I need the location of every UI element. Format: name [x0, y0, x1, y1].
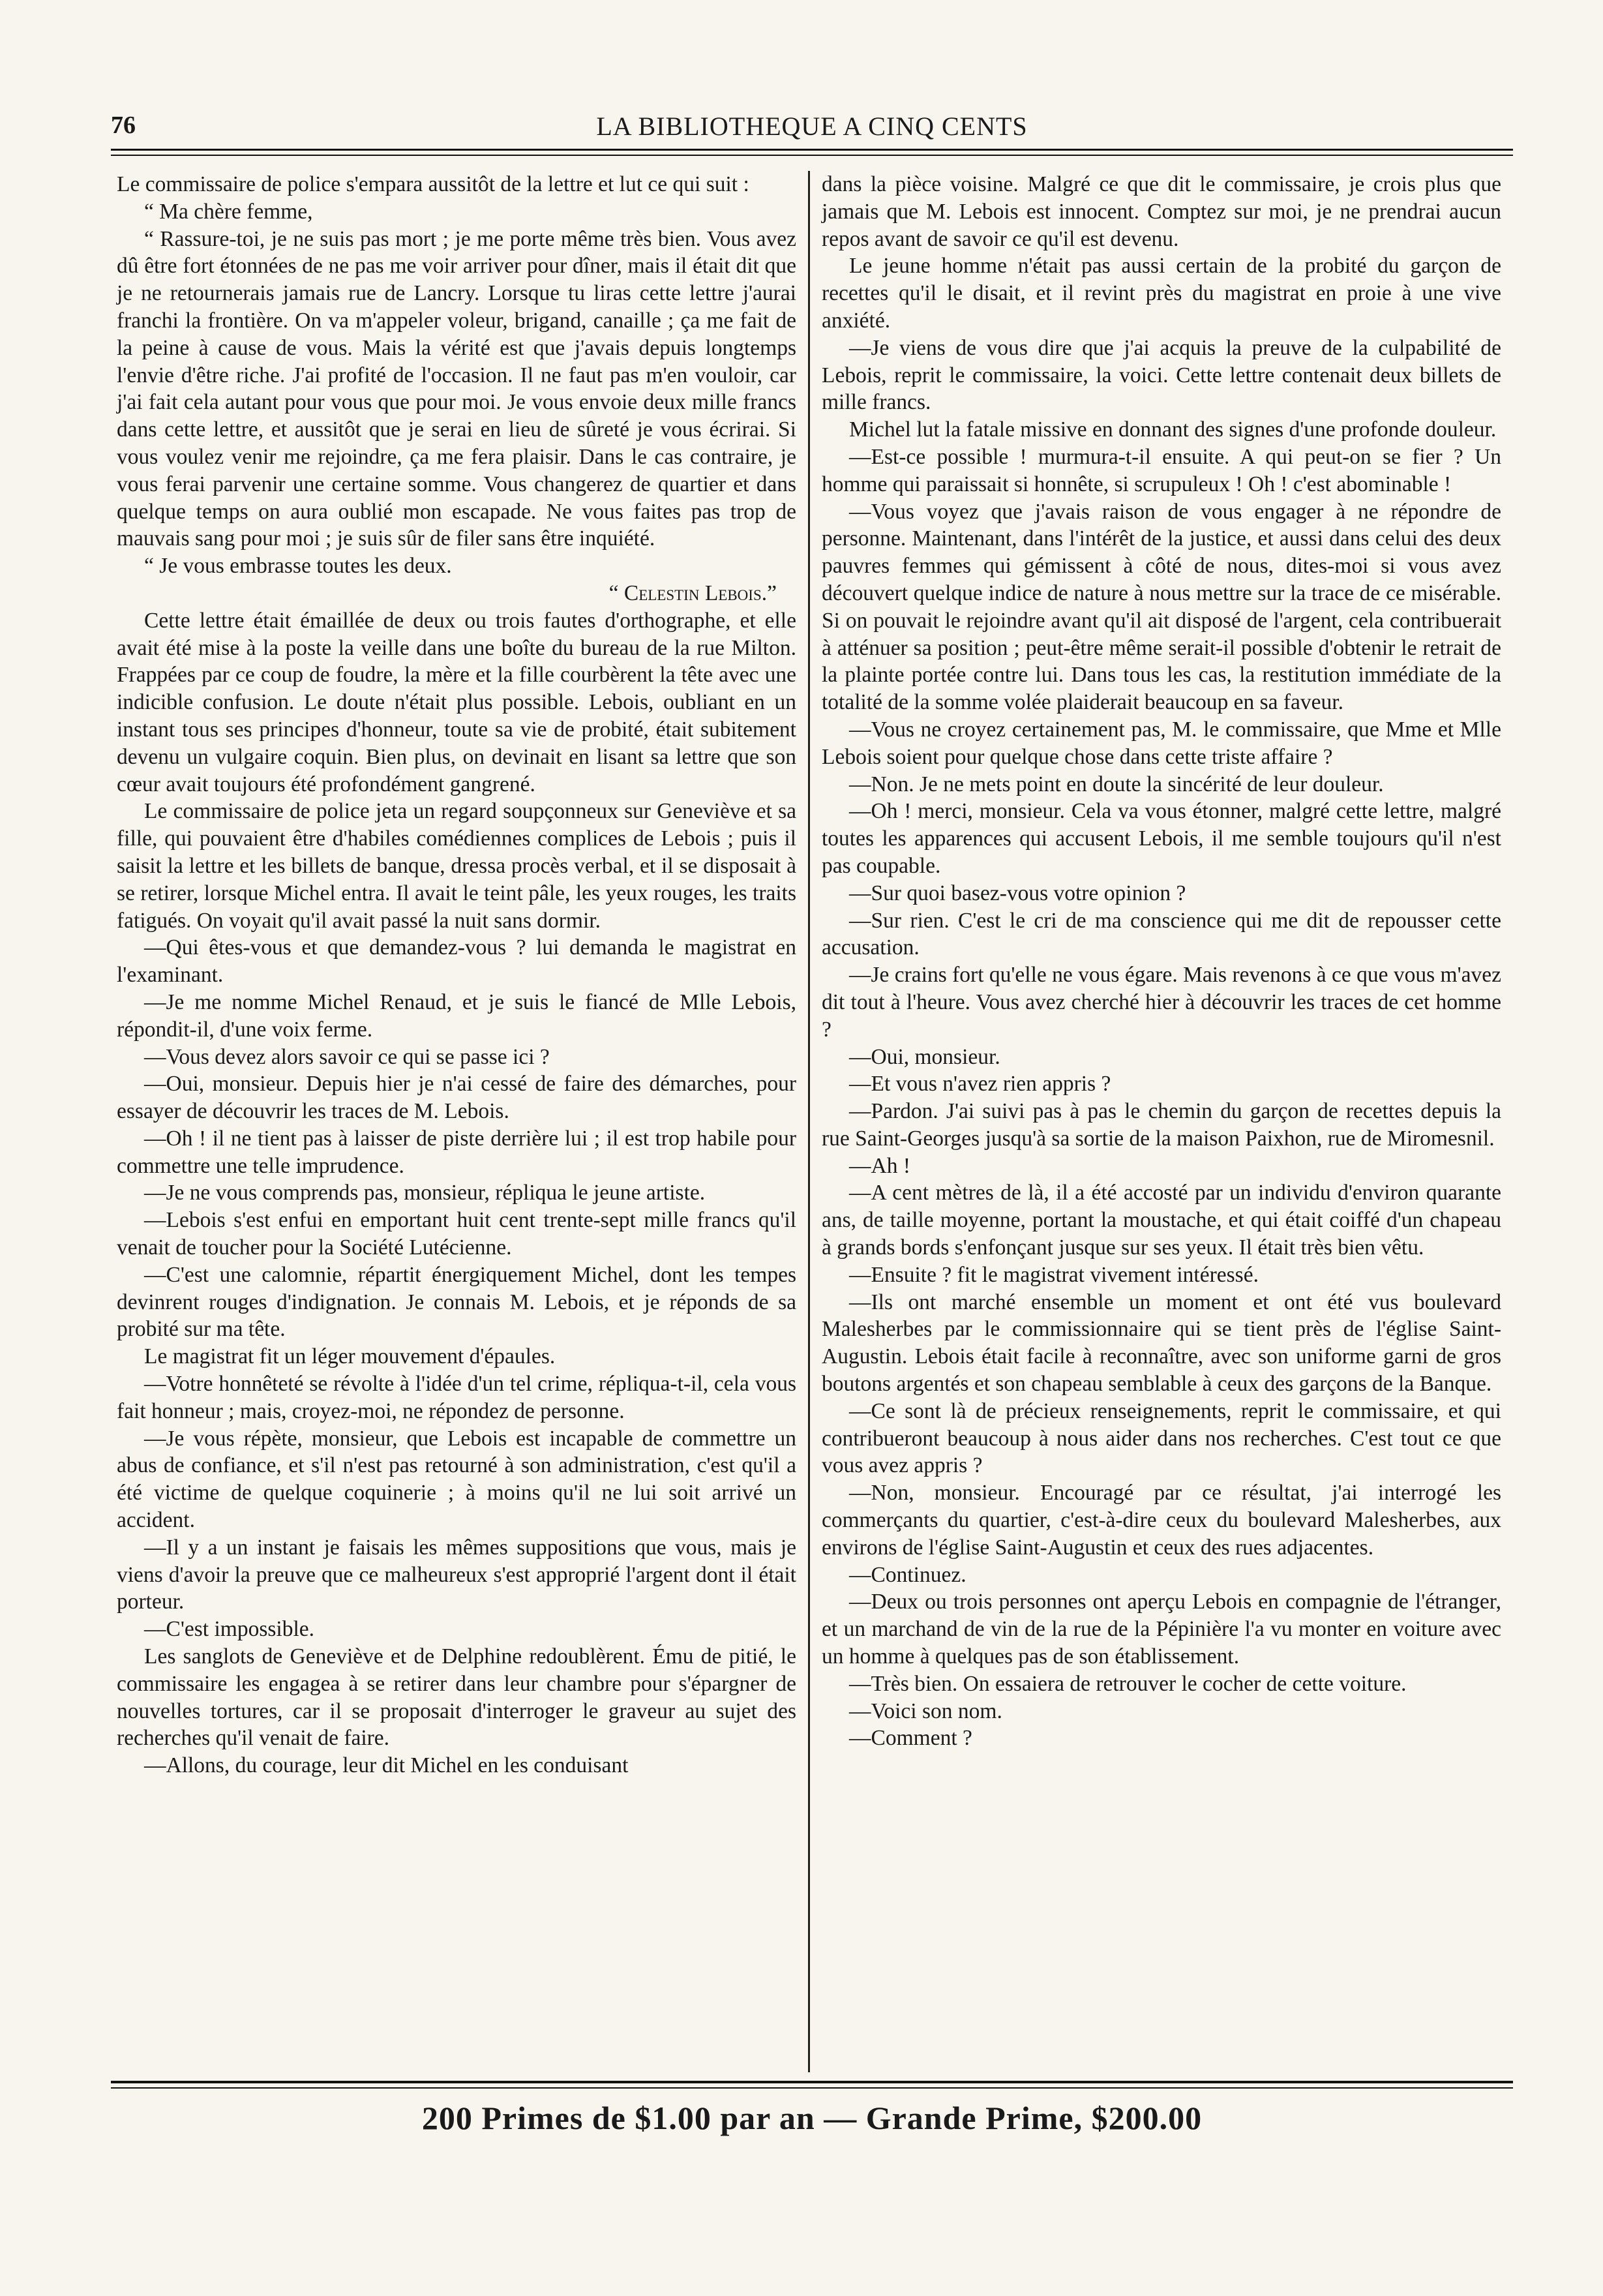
paragraph: —Vous ne croyez certainement pas, M. le commissaire, que Mme et Mlle Lebois soient pour quelque chose dans cette triste affaire ? [822, 717, 1501, 769]
paragraph: Michel lut la fatale missive en donnant des signes d'une profonde douleur. [849, 417, 1497, 442]
paragraph: —Oui, monsieur. Depuis hier je n'ai cessé de faire des démarches, pour essayer de découvrir les traces de M. Lebois. [117, 1072, 796, 1124]
paragraph: “ Je vous embrasse toutes les deux. [144, 554, 452, 579]
paragraph: —C'est impossible. [144, 1617, 315, 1642]
paragraph: —Et vous n'avez rien appris ? [849, 1072, 1111, 1096]
paragraph: —Ils ont marché ensemble un moment et ont été vus boulevard Malesherbes par le commissionnaire qui se tient près de l'église Saint-Augustin. Lebois était facile à reconnaître, avec son uniforme garni de gros boutons argentés et son chapeau semblable à ceux des garçons de la Banque. [822, 1290, 1501, 1397]
paragraph: —Lebois s'est enfui en emportant huit cent trente-sept mille francs qu'il venait de toucher pour la Société Lutécienne. [117, 1208, 796, 1260]
paragraph: —Non, monsieur. Encouragé par ce résultat, j'ai interrogé les commerçants du quartier, c'est-à-dire ceux du boulevard Malesherbes, aux environs de l'église Saint-Augustin et ceux des rues adjacentes. [822, 1481, 1501, 1560]
letter-signature: “ Celestin Lebois.” [608, 581, 777, 605]
paragraph: —Ensuite ? fit le magistrat vivement intéressé. [849, 1262, 1259, 1287]
paragraph: Le magistrat fit un léger mouvement d'épaules. [144, 1344, 556, 1369]
paragraph: Le commissaire de police s'empara aussitôt de la lettre et lut ce qui suit : [117, 172, 749, 196]
paragraph: —Ce sont là de précieux renseignements, reprit le commissaire, et qui contribueront beaucoup à nous aider dans nos recherches. C'est tout ce que vous avez appris ? [822, 1398, 1501, 1478]
paragraph: —Vous voyez que j'avais raison de vous engager à ne répondre de personne. Maintenant, dans l'intérêt de la justice, et aussi dans celui des deux pauvres femmes qui gémissent à côté de nous, dites-moi si vous avez découvert quelque indice de nature à nous mettre sur la trace de ce misérable. Si on pouvait le rejoindre avant qu'il ait disposé de l'argent, cela contribuerait à atténuer sa position ; peut-être même serait-il possible d'obtenir le retrait de la plainte portée contre lui. Dans tous les cas, la restitution immédiate de la totalité de la somme volée plaiderait beaucoup en sa faveur. [822, 499, 1501, 715]
paragraph: —Comment ? [849, 1726, 972, 1751]
left-column [108, 171, 805, 2072]
paragraph: —Je vous répète, monsieur, que Lebois est incapable de commettre un abus de confiance, et s'il n'est pas retourné à son administration, c'est qu'il a été victime de quelque coquinerie ; à moins qu'il ne lui soit arrivé un accident. [117, 1426, 796, 1533]
paragraph: —Je me nomme Michel Renaud, et je suis le fiancé de Mlle Lebois, répondit-il, d'une voix ferme. [117, 989, 796, 1042]
paragraph: —Continuez. [849, 1562, 966, 1587]
text-columns [108, 171, 1516, 2072]
paragraph: —Pardon. J'ai suivi pas à pas le chemin du garçon de recettes depuis la rue Saint-Georges jusqu'à sa sortie de la maison Paixhon, rue de Miromesnil. [822, 1099, 1501, 1151]
header-rule [111, 149, 1513, 156]
paragraph: —A cent mètres de là, il a été accosté par un individu d'environ quarante ans, de taille moyenne, portant la moustache, et qui était coiffé d'un chapeau à grands bords s'enfonçant jusque sur ses yeux. Il était très bien vêtu. [822, 1181, 1501, 1260]
paragraph: —Je crains fort qu'elle ne vous égare. Mais revenons à ce que vous m'avez dit tout à l'heure. Vous avez cherché hier à découvrir les traces de cet homme ? [822, 963, 1501, 1042]
paragraph: “ Ma chère femme, [144, 199, 313, 224]
paragraph: Cette lettre était émaillée de deux ou trois fautes d'orthographe, et elle avait été mise à la poste la veille dans une boîte du bureau de la rue Milton. Frappées par ce coup de foudre, la mère et la fille courbèrent la tête avec une indicible confusion. Le doute n'était plus possible. Lebois, oubliant en un instant tous ses principes d'honneur, toute sa vie de probité, était subitement devenu un vulgaire coquin. Bien plus, on devinait en lisant sa lettre que son cœur avait toujours été profondément gangrené. [117, 608, 796, 796]
right-column [813, 171, 1510, 2072]
paragraph: —Oh ! il ne tient pas à laisser de piste derrière lui ; il est trop habile pour commettre une telle imprudence. [117, 1126, 796, 1178]
paragraph: —Qui êtes-vous et que demandez-vous ? lui demanda le magistrat en l'examinant. [117, 935, 796, 988]
paragraph: —Vous devez alors savoir ce qui se passe ici ? [144, 1044, 550, 1069]
paragraph: —Voici son nom. [849, 1699, 1002, 1723]
paragraph: —Deux ou trois personnes ont aperçu Lebois en compagnie de l'étranger, et un marchand de vin de la rue de la Pépinière l'a vu monter en voiture avec un homme à quelques pas de son établissement. [822, 1590, 1501, 1669]
paragraph: Le commissaire de police jeta un regard soupçonneux sur Geneviève et sa fille, qui pouvaient être d'habiles comédiennes complices de Lebois ; puis il saisit la lettre et les billets de banque, dressa procès verbal, et il se disposait à se retirer, lorsque Michel entra. Il avait le teint pâle, les yeux rouges, les traits fatigués. On voyait qu'il avait passé la nuit sans dormir. [117, 799, 796, 933]
paragraph: —Très bien. On essaiera de retrouver le cocher de cette voiture. [849, 1671, 1407, 1696]
paragraph: —Oui, monsieur. [849, 1044, 1000, 1069]
running-title: LA BIBLIOTHEQUE A CINQ CENTS [596, 112, 1028, 141]
footer-rule [111, 2081, 1513, 2089]
footer-advertisement: 200 Primes de $1.00 par an — Grande Prime, $200.00 [421, 2100, 1203, 2136]
paragraph: “ Rassure-toi, je ne suis pas mort ; je me porte même très bien. Vous avez dû être fort étonnées de ne pas me voir arriver pour dîner, mais il était dit que je ne retournerais jamais rue de Lancry. Lorsque tu liras cette lettre j'aurai franchi la frontière. On va m'appeler voleur, brigand, canaille ; ça me fait de la peine à cause de vous. Mais la vérité est que j'avais depuis longtemps l'envie d'être riche. J'ai profité de l'occasion. Il ne faut pas m'en vouloir, car j'ai fait cela autant pour vous que pour moi. Je vous envoie deux mille francs dans cette lettre, et aussitôt que je serai en lieu de sûreté je vous écrirai. Si vous voulez venir me rejoindre, ça me fera plaisir. Dans le cas contraire, je vous ferai parvenir une certaine somme. Vous changerez de quartier et dans quelque temps on aura oublié mon escapade. Ne vous faites pas trop de mauvais sang pour moi ; je suis sûr de filer sans être inquiété. [117, 226, 796, 551]
paragraph: —Sur quoi basez-vous votre opinion ? [849, 881, 1186, 905]
paragraph: —Ah ! [849, 1153, 910, 1178]
paragraph: —Je ne vous comprends pas, monsieur, répliqua le jeune artiste. [144, 1181, 706, 1205]
paragraph: —Je viens de vous dire que j'ai acquis la preuve de la culpabilité de Lebois, reprit le commissaire, la voici. Cette lettre contenait deux billets de mille francs. [822, 335, 1501, 415]
page-header [111, 111, 1513, 150]
column-divider [808, 171, 810, 2072]
paragraph: —Est-ce possible ! murmura-t-il ensuite. A qui peut-on se fier ? Un homme qui paraissait si honnête, si scrupuleux ! Oh ! c'est abominable ! [822, 444, 1501, 496]
paragraph: —Il y a un instant je faisais les mêmes suppositions que vous, mais je viens d'avoir la preuve que ce malheureux s'est approprié l'argent dont il était porteur. [117, 1535, 796, 1614]
paragraph: —Non. Je ne mets point en doute la sincérité de leur douleur. [849, 772, 1384, 796]
paragraph: —Allons, du courage, leur dit Michel en les conduisant [144, 1753, 629, 1778]
paragraph: Les sanglots de Geneviève et de Delphine redoublèrent. Ému de pitié, le commissaire les engagea à se retirer dans leur chambre pour s'épargner de nouvelles tortures, car il se proposait d'interroger le graveur au sujet des recherches qu'il venait de faire. [117, 1644, 796, 1751]
page-number: 76 [111, 112, 136, 139]
paragraph: —Sur rien. C'est le cri de ma conscience qui me dit de repousser cette accusation. [822, 908, 1501, 960]
paragraph: dans la pièce voisine. Malgré ce que dit le commissaire, je crois plus que jamais que M. Lebois est innocent. Comptez sur moi, je ne prendrai aucun repos avant de savoir ce qu'il est devenu. [822, 172, 1501, 251]
paragraph: —C'est une calomnie, répartit énergiquement Michel, dont les tempes devinrent rouges d'indignation. Je connais M. Lebois, et je réponds de sa probité sur ma tête. [117, 1262, 796, 1342]
paragraph: —Oh ! merci, monsieur. Cela va vous étonner, malgré cette lettre, malgré toutes les apparences qui accusent Lebois, il me semble toujours qu'il n'est pas coupable. [822, 799, 1501, 878]
paragraph: Le jeune homme n'était pas aussi certain de la probité du garçon de recettes qu'il le disait, et il revint près du magistrat en proie à une vive anxiété. [822, 254, 1501, 333]
paragraph: —Votre honnêteté se révolte à l'idée d'un tel crime, répliqua-t-il, cela vous fait honneur ; mais, croyez-moi, ne répondez de personne. [117, 1372, 796, 1423]
